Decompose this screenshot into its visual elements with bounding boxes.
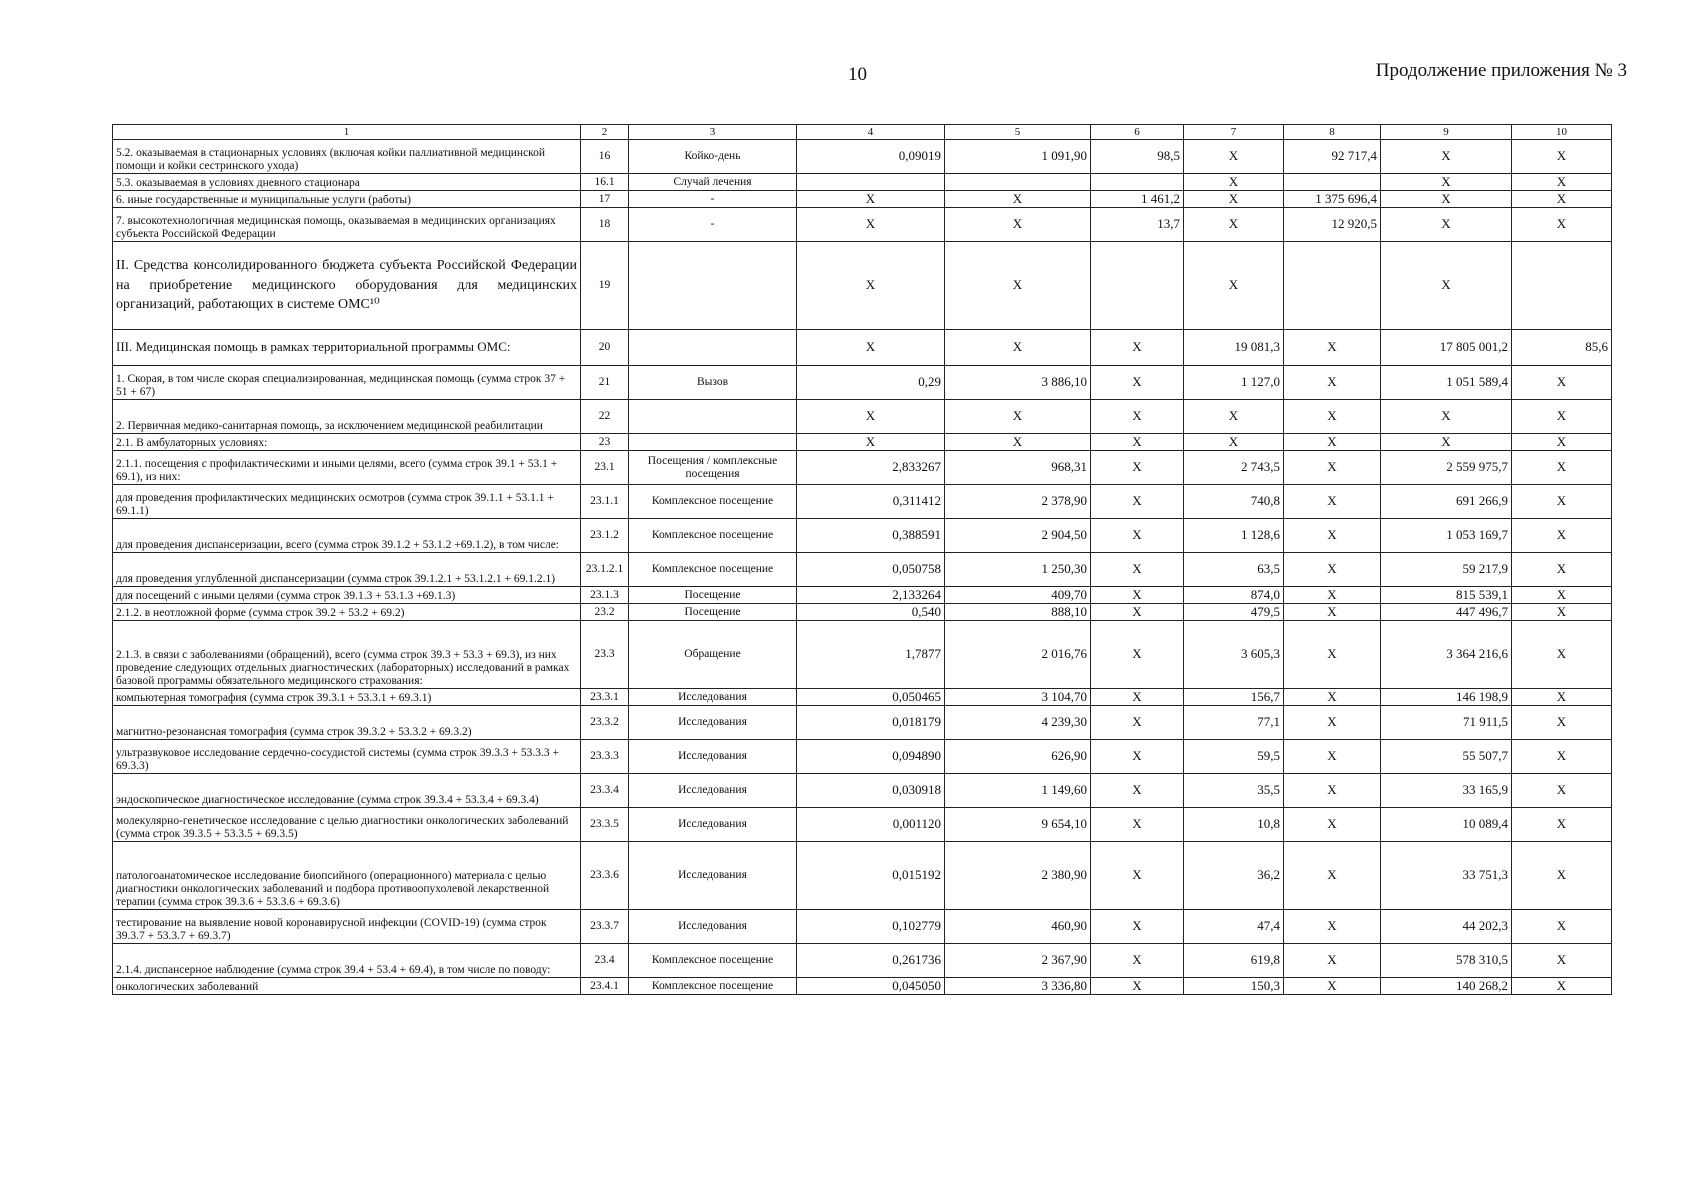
table-cell-col-6: X (1091, 485, 1184, 519)
table-cell-col-9: 71 911,5 (1381, 706, 1512, 740)
table-cell-col-3: Исследования (629, 689, 797, 706)
table-row (113, 689, 1612, 706)
table-row (113, 451, 1612, 485)
table-cell-col-4: 0,540 (797, 604, 945, 621)
table-cell-col-7: 77,1 (1184, 706, 1284, 740)
table-cell-col-1: для посещений с иными целями (сумма строк 39.1.3 + 53.1.3 +69.1.3) (113, 587, 581, 604)
table-cell-col-10: X (1512, 774, 1612, 808)
table-cell-col-2: 23.3.1 (581, 689, 629, 706)
table-cell-col-10: X (1512, 689, 1612, 706)
table-cell-col-7: X (1184, 174, 1284, 191)
table-cell-col-6: X (1091, 366, 1184, 400)
table-cell-col-4: 0,015192 (797, 842, 945, 910)
table-cell-col-6: X (1091, 621, 1184, 689)
table-cell-col-4: 0,018179 (797, 706, 945, 740)
table-cell-col-6: X (1091, 330, 1184, 366)
table-cell-col-3: Комплексное посещение (629, 519, 797, 553)
data-table (112, 124, 1612, 995)
table-cell-col-2: 23.3.4 (581, 774, 629, 808)
column-number: 5 (945, 125, 1091, 140)
table-cell-col-6: X (1091, 451, 1184, 485)
table-cell-col-7: 63,5 (1184, 553, 1284, 587)
table-cell-col-9: 33 165,9 (1381, 774, 1512, 808)
table-cell-col-9: 59 217,9 (1381, 553, 1512, 587)
table-cell-col-9: 33 751,3 (1381, 842, 1512, 910)
table-row (113, 621, 1612, 689)
table-cell-col-4: X (797, 191, 945, 208)
table-cell-col-3: Случай лечения (629, 174, 797, 191)
table-cell-col-10: X (1512, 978, 1612, 995)
column-number: 3 (629, 125, 797, 140)
table-cell-col-5: 1 250,30 (945, 553, 1091, 587)
table-cell-col-5: X (945, 330, 1091, 366)
table-cell-col-1: 5.3. оказываемая в условиях дневного стационара (113, 174, 581, 191)
table-cell-col-2: 23.4 (581, 944, 629, 978)
table-cell-col-7: 740,8 (1184, 485, 1284, 519)
table-cell-col-5: 968,31 (945, 451, 1091, 485)
table-cell-col-3 (629, 400, 797, 434)
table-cell-col-8: X (1284, 944, 1381, 978)
table-cell-col-7: 47,4 (1184, 910, 1284, 944)
table-cell-col-1: тестирование на выявление новой коронавирусной инфекции (COVID-19) (сумма строк 39.3.7 + 53.3.7 + 69.3.7) (113, 910, 581, 944)
table-cell-col-1: магнитно-резонансная томография (сумма строк 39.3.2 + 53.3.2 + 69.3.2) (113, 706, 581, 740)
table-cell-col-10: X (1512, 587, 1612, 604)
table-cell-col-10: X (1512, 400, 1612, 434)
table-row (113, 774, 1612, 808)
table-cell-col-5: 2 016,76 (945, 621, 1091, 689)
table-cell-col-10 (1512, 242, 1612, 330)
table-cell-col-5: 3 104,70 (945, 689, 1091, 706)
table-cell-col-9: 2 559 975,7 (1381, 451, 1512, 485)
table-cell-col-7: 35,5 (1184, 774, 1284, 808)
table-cell-col-9: 140 268,2 (1381, 978, 1512, 995)
table-cell-col-1: молекулярно-генетическое исследование с целью диагностики онкологических заболеваний (сумма строк 39.3.5 + 53.3.5 + 69.3.5) (113, 808, 581, 842)
table-row (113, 191, 1612, 208)
table-row (113, 519, 1612, 553)
table-cell-col-8: X (1284, 774, 1381, 808)
table-cell-col-9: 146 198,9 (1381, 689, 1512, 706)
table-cell-col-10: X (1512, 451, 1612, 485)
table-cell-col-9: 17 805 001,2 (1381, 330, 1512, 366)
table-cell-col-9: 1 051 589,4 (1381, 366, 1512, 400)
table-cell-col-2: 18 (581, 208, 629, 242)
table-cell-col-2: 19 (581, 242, 629, 330)
table-cell-col-6: X (1091, 587, 1184, 604)
table-cell-col-1: для проведения профилактических медицинских осмотров (сумма строк 39.1.1 + 53.1.1 + 69.1.1) (113, 485, 581, 519)
table-cell-col-1: 2.1.2. в неотложной форме (сумма строк 39.2 + 53.2 + 69.2) (113, 604, 581, 621)
table-cell-col-10: 85,6 (1512, 330, 1612, 366)
table-cell-col-9: 1 053 169,7 (1381, 519, 1512, 553)
table-cell-col-10: X (1512, 842, 1612, 910)
table-cell-col-6: 13,7 (1091, 208, 1184, 242)
table-cell-col-3: Исследования (629, 808, 797, 842)
table-cell-col-6: X (1091, 400, 1184, 434)
table-cell-col-2: 23.2 (581, 604, 629, 621)
table-cell-col-3: Комплексное посещение (629, 553, 797, 587)
table-cell-col-10: X (1512, 553, 1612, 587)
table-cell-col-1: 6. иные государственные и муниципальные услуги (работы) (113, 191, 581, 208)
table-cell-col-6: X (1091, 740, 1184, 774)
table-cell-col-10: X (1512, 706, 1612, 740)
table-cell-col-5: 2 367,90 (945, 944, 1091, 978)
table-cell-col-1: эндоскопическое диагностическое исследование (сумма строк 39.3.4 + 53.3.4 + 69.3.4) (113, 774, 581, 808)
table-cell-col-1: 2. Первичная медико-санитарная помощь, за исключением медицинской реабилитации (113, 400, 581, 434)
table-cell-col-9: X (1381, 191, 1512, 208)
table-cell-col-7: 479,5 (1184, 604, 1284, 621)
table-cell-col-9: 44 202,3 (1381, 910, 1512, 944)
table-cell-col-8: X (1284, 553, 1381, 587)
table-cell-col-3: Посещение (629, 587, 797, 604)
table-cell-col-6: X (1091, 944, 1184, 978)
table-cell-col-4: 2,133264 (797, 587, 945, 604)
table-cell-col-2: 23.3.3 (581, 740, 629, 774)
table-cell-col-3: Исследования (629, 910, 797, 944)
table-cell-col-5: X (945, 434, 1091, 451)
table-cell-col-7: 2 743,5 (1184, 451, 1284, 485)
table-cell-col-1: ультразвуковое исследование сердечно-сосудистой системы (сумма строк 39.3.3 + 53.3.3 + 69.3.3) (113, 740, 581, 774)
table-cell-col-6: X (1091, 774, 1184, 808)
table-cell-col-8: X (1284, 808, 1381, 842)
table-cell-col-2: 22 (581, 400, 629, 434)
table-cell-col-8: X (1284, 400, 1381, 434)
table-row (113, 706, 1612, 740)
table-cell-col-8: X (1284, 740, 1381, 774)
table-row (113, 208, 1612, 242)
table-cell-col-7: X (1184, 191, 1284, 208)
table-cell-col-7: 619,8 (1184, 944, 1284, 978)
table-cell-col-4: X (797, 208, 945, 242)
table-cell-col-2: 23.1 (581, 451, 629, 485)
table-cell-col-8: X (1284, 587, 1381, 604)
table-cell-col-4: X (797, 400, 945, 434)
table-cell-col-7: X (1184, 434, 1284, 451)
table-row (113, 366, 1612, 400)
table-cell-col-1: 2.1.1. посещения с профилактическими и иными целями, всего (сумма строк 39.1 + 53.1 + 69.1), из них: (113, 451, 581, 485)
table-cell-col-7: 874,0 (1184, 587, 1284, 604)
table-cell-col-9: X (1381, 434, 1512, 451)
table-cell-col-1: 7. высокотехнологичная медицинская помощь, оказываемая в медицинских организациях субъекта Российской Федерации (113, 208, 581, 242)
column-number: 8 (1284, 125, 1381, 140)
table-cell-col-6: X (1091, 706, 1184, 740)
table-cell-col-3: Исследования (629, 706, 797, 740)
table-cell-col-9: 55 507,7 (1381, 740, 1512, 774)
table-cell-col-4: X (797, 330, 945, 366)
table-cell-col-6: 98,5 (1091, 140, 1184, 174)
table-cell-col-7: 10,8 (1184, 808, 1284, 842)
table-cell-col-4 (797, 174, 945, 191)
table-cell-col-2: 23.1.3 (581, 587, 629, 604)
table-cell-col-10: X (1512, 191, 1612, 208)
table-row (113, 842, 1612, 910)
table-cell-col-3: - (629, 208, 797, 242)
table-cell-col-5: 409,70 (945, 587, 1091, 604)
column-number: 2 (581, 125, 629, 140)
table-cell-col-9: X (1381, 174, 1512, 191)
table-cell-col-2: 23.4.1 (581, 978, 629, 995)
table-cell-col-5: X (945, 191, 1091, 208)
table-cell-col-2: 23.3.5 (581, 808, 629, 842)
column-number: 10 (1512, 125, 1612, 140)
table-row (113, 944, 1612, 978)
table-cell-col-1: 5.2. оказываемая в стационарных условиях (включая койки паллиативной медицинской помощи и койки сестринского ухода) (113, 140, 581, 174)
table-cell-col-8: X (1284, 330, 1381, 366)
table-cell-col-3: Комплексное посещение (629, 978, 797, 995)
table-cell-col-3: Вызов (629, 366, 797, 400)
table-cell-col-4: 0,102779 (797, 910, 945, 944)
table-row (113, 434, 1612, 451)
table-cell-col-1: 1. Скорая, в том числе скорая специализированная, медицинская помощь (сумма строк 37 + 51 + 67) (113, 366, 581, 400)
column-number-row (113, 125, 1612, 140)
column-number: 4 (797, 125, 945, 140)
table-cell-col-2: 23.3.6 (581, 842, 629, 910)
table-cell-col-1: 2.1.3. в связи с заболеваниями (обращений), всего (сумма строк 39.3 + 53.3 + 69.3), из них проведение следующих отдельных диагностических (лабораторных) исследований в рамках базовой программы обязательного медицинского страхования: (113, 621, 581, 689)
table-cell-col-3 (629, 330, 797, 366)
table-cell-col-5: 9 654,10 (945, 808, 1091, 842)
table-row (113, 485, 1612, 519)
table-cell-col-10: X (1512, 366, 1612, 400)
table-cell-col-4: 0,29 (797, 366, 945, 400)
table-cell-col-7: 156,7 (1184, 689, 1284, 706)
table-cell-col-2: 23.1.2 (581, 519, 629, 553)
table-cell-col-10: X (1512, 740, 1612, 774)
table-cell-col-5: X (945, 208, 1091, 242)
table-cell-col-1: 2.1.4. диспансерное наблюдение (сумма строк 39.4 + 53.4 + 69.4), в том числе по поводу: (113, 944, 581, 978)
table-cell-col-9: 10 089,4 (1381, 808, 1512, 842)
table-cell-col-10: X (1512, 140, 1612, 174)
table-cell-col-2: 21 (581, 366, 629, 400)
table-cell-col-5: 888,10 (945, 604, 1091, 621)
table-row (113, 242, 1612, 330)
table-cell-col-6: X (1091, 808, 1184, 842)
column-number: 9 (1381, 125, 1512, 140)
table-cell-col-7: 1 127,0 (1184, 366, 1284, 400)
table-cell-col-6: X (1091, 604, 1184, 621)
table-cell-col-4: 0,094890 (797, 740, 945, 774)
table-cell-col-7: 1 128,6 (1184, 519, 1284, 553)
table-cell-col-4: 0,001120 (797, 808, 945, 842)
table-cell-col-9: 578 310,5 (1381, 944, 1512, 978)
table-cell-col-4: 0,050465 (797, 689, 945, 706)
table-cell-col-5: 2 378,90 (945, 485, 1091, 519)
table-cell-col-2: 23.3.2 (581, 706, 629, 740)
table-cell-col-7: X (1184, 400, 1284, 434)
table-cell-col-2: 16 (581, 140, 629, 174)
table-row (113, 740, 1612, 774)
table-cell-col-4: 0,050758 (797, 553, 945, 587)
table-cell-col-10: X (1512, 621, 1612, 689)
table-cell-col-5: X (945, 242, 1091, 330)
table-cell-col-7: 150,3 (1184, 978, 1284, 995)
table-cell-col-4: 0,030918 (797, 774, 945, 808)
table-cell-col-5: 626,90 (945, 740, 1091, 774)
table-body (113, 140, 1612, 995)
table-cell-col-2: 17 (581, 191, 629, 208)
table-cell-col-10: X (1512, 485, 1612, 519)
table-cell-col-5: 2 380,90 (945, 842, 1091, 910)
table-cell-col-10: X (1512, 808, 1612, 842)
table-cell-col-8: X (1284, 604, 1381, 621)
table-cell-col-9: X (1381, 208, 1512, 242)
table-cell-col-4: X (797, 434, 945, 451)
table-cell-col-1: 2.1. В амбулаторных условиях: (113, 434, 581, 451)
table-cell-col-6: X (1091, 519, 1184, 553)
table-cell-col-6: X (1091, 434, 1184, 451)
table-cell-col-5: 1 149,60 (945, 774, 1091, 808)
table-cell-col-7: 3 605,3 (1184, 621, 1284, 689)
table-cell-col-8: X (1284, 910, 1381, 944)
table-cell-col-5: 1 091,90 (945, 140, 1091, 174)
table-cell-col-2: 23.3 (581, 621, 629, 689)
table-cell-col-8 (1284, 174, 1381, 191)
table-row (113, 587, 1612, 604)
column-number: 7 (1184, 125, 1284, 140)
column-number: 1 (113, 125, 581, 140)
table-row (113, 174, 1612, 191)
table-cell-col-8: X (1284, 978, 1381, 995)
table-cell-col-5: 3 336,80 (945, 978, 1091, 995)
table-row (113, 808, 1612, 842)
table-cell-col-3 (629, 434, 797, 451)
table-cell-col-6: X (1091, 910, 1184, 944)
table-cell-col-6: X (1091, 689, 1184, 706)
column-number: 6 (1091, 125, 1184, 140)
table-cell-col-3 (629, 242, 797, 330)
page-number: 10 (848, 64, 867, 85)
table-cell-col-8: X (1284, 451, 1381, 485)
table-cell-col-6: 1 461,2 (1091, 191, 1184, 208)
table-cell-col-9: 691 266,9 (1381, 485, 1512, 519)
table-row (113, 978, 1612, 995)
table-cell-col-9: 447 496,7 (1381, 604, 1512, 621)
table-row (113, 604, 1612, 621)
table-cell-col-9: X (1381, 242, 1512, 330)
table-cell-col-10: X (1512, 604, 1612, 621)
table-row (113, 400, 1612, 434)
table-cell-col-5 (945, 174, 1091, 191)
table-cell-col-4: 0,311412 (797, 485, 945, 519)
table-cell-col-10: X (1512, 944, 1612, 978)
table-cell-col-5: 460,90 (945, 910, 1091, 944)
table-cell-col-3: Посещения / комплексные посещения (629, 451, 797, 485)
table-cell-col-7: X (1184, 242, 1284, 330)
table-cell-col-7: X (1184, 140, 1284, 174)
table-cell-col-3: Комплексное посещение (629, 944, 797, 978)
table-cell-col-3: Исследования (629, 842, 797, 910)
table-cell-col-5: 2 904,50 (945, 519, 1091, 553)
table-cell-col-8: X (1284, 366, 1381, 400)
table-cell-col-7: 19 081,3 (1184, 330, 1284, 366)
table-cell-col-9: X (1381, 140, 1512, 174)
table-cell-col-8: 92 717,4 (1284, 140, 1381, 174)
table-cell-col-9: 815 539,1 (1381, 587, 1512, 604)
table-row (113, 910, 1612, 944)
table-cell-col-8: X (1284, 519, 1381, 553)
table-cell-col-2: 16.1 (581, 174, 629, 191)
table-cell-col-10: X (1512, 434, 1612, 451)
table-cell-col-6 (1091, 242, 1184, 330)
table-cell-col-8: X (1284, 621, 1381, 689)
page-caption: Продолжение приложения № 3 (1375, 60, 1627, 81)
table-cell-col-3: - (629, 191, 797, 208)
table-cell-col-4: 0,045050 (797, 978, 945, 995)
table-cell-col-2: 23.1.1 (581, 485, 629, 519)
table-cell-col-6: X (1091, 842, 1184, 910)
table-cell-col-1: онкологических заболеваний (113, 978, 581, 995)
table-cell-col-1: компьютерная томография (сумма строк 39.3.1 + 53.3.1 + 69.3.1) (113, 689, 581, 706)
table-cell-col-3: Комплексное посещение (629, 485, 797, 519)
table-cell-col-8: 12 920,5 (1284, 208, 1381, 242)
table-cell-col-4: 0,261736 (797, 944, 945, 978)
table-cell-col-9: X (1381, 400, 1512, 434)
table-cell-col-8: 1 375 696,4 (1284, 191, 1381, 208)
table-cell-col-7: 59,5 (1184, 740, 1284, 774)
table-cell-col-10: X (1512, 174, 1612, 191)
table-cell-col-8: X (1284, 689, 1381, 706)
table-cell-col-1: III. Медицинская помощь в рамках территориальной программы ОМС: (113, 330, 581, 366)
table-cell-col-3: Исследования (629, 774, 797, 808)
table-cell-col-8: X (1284, 434, 1381, 451)
table-cell-col-3: Обращение (629, 621, 797, 689)
table-row (113, 330, 1612, 366)
table-cell-col-10: X (1512, 519, 1612, 553)
table-cell-col-3: Посещение (629, 604, 797, 621)
table-row (113, 140, 1612, 174)
table-cell-col-8: X (1284, 485, 1381, 519)
table-cell-col-10: X (1512, 910, 1612, 944)
table-cell-col-3: Койко-день (629, 140, 797, 174)
table-cell-col-5: 3 886,10 (945, 366, 1091, 400)
table-cell-col-1: патологоанатомическое исследование биопсийного (операционного) материала с целью диагностики онкологических заболеваний и подбора противоопухолевой лекарственной терапии (сумма строк 39.3.6 + 53.3.6 + 69.3.6) (113, 842, 581, 910)
table-cell-col-10: X (1512, 208, 1612, 242)
table-cell-col-6: X (1091, 978, 1184, 995)
table-cell-col-2: 23.1.2.1 (581, 553, 629, 587)
table-cell-col-4: 0,09019 (797, 140, 945, 174)
table-cell-col-9: 3 364 216,6 (1381, 621, 1512, 689)
table-cell-col-3: Исследования (629, 740, 797, 774)
table-cell-col-2: 23.3.7 (581, 910, 629, 944)
table-cell-col-7: X (1184, 208, 1284, 242)
table-cell-col-1: для проведения диспансеризации, всего (сумма строк 39.1.2 + 53.1.2 +69.1.2), в том числе: (113, 519, 581, 553)
table-cell-col-5: 4 239,30 (945, 706, 1091, 740)
table-cell-col-7: 36,2 (1184, 842, 1284, 910)
table-row (113, 553, 1612, 587)
table-cell-col-4: X (797, 242, 945, 330)
table-cell-col-4: 2,833267 (797, 451, 945, 485)
table-cell-col-2: 23 (581, 434, 629, 451)
table-cell-col-6: X (1091, 553, 1184, 587)
table-cell-col-1: для проведения углубленной диспансеризации (сумма строк 39.1.2.1 + 53.1.2.1 + 69.1.2.1) (113, 553, 581, 587)
table-cell-col-4: 0,388591 (797, 519, 945, 553)
table-cell-col-8 (1284, 242, 1381, 330)
table-cell-col-5: X (945, 400, 1091, 434)
table-cell-col-4: 1,7877 (797, 621, 945, 689)
table-cell-col-1: II. Средства консолидированного бюджета субъекта Российской Федерации на приобретение медицинского оборудования для медицинских организаций, работающих в системе ОМС¹⁰ (113, 242, 581, 330)
table-cell-col-2: 20 (581, 330, 629, 366)
table-cell-col-8: X (1284, 842, 1381, 910)
table-cell-col-8: X (1284, 706, 1381, 740)
table-cell-col-6 (1091, 174, 1184, 191)
